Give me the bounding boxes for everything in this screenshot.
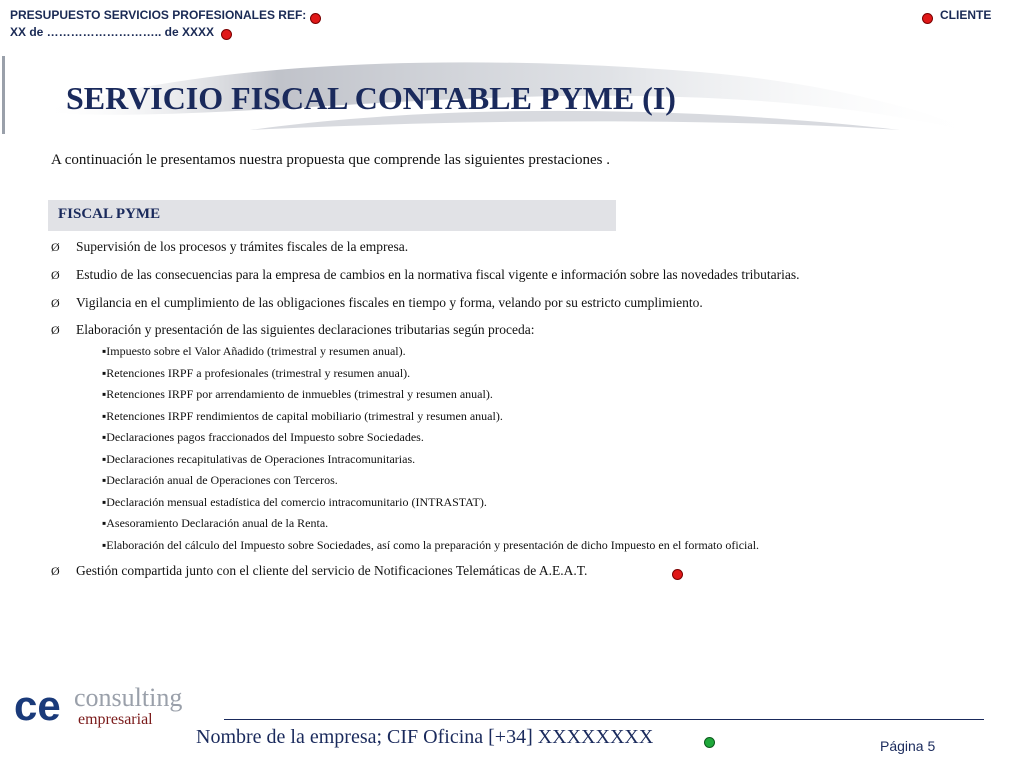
list-item: Gestión compartida junto con el cliente del servicio de Notificaciones Telemáticas de A.E.A.T. <box>76 563 588 578</box>
list-item: Vigilancia en el cumplimiento de las obligaciones fiscales en tiempo y forma, velando por su estricto cumplimiento. <box>76 295 703 310</box>
bullet-arrow-icon: Ø <box>51 296 60 310</box>
sub-list-item: ▪Retenciones IRPF rendimientos de capital mobiliario (trimestral y resumen anual). <box>102 409 503 423</box>
list-item: Elaboración y presentación de las siguientes declaraciones tributarias según proceda: <box>76 322 535 337</box>
header-date: XX de ……………………….. de XXXX <box>10 25 215 39</box>
square-bullet-icon: ▪ <box>102 516 107 530</box>
square-bullet-icon: ▪ <box>102 430 107 444</box>
sub-list-item: ▪Declaración anual de Operaciones con Terceros. <box>102 473 338 487</box>
intro-text: A continuación le presentamos nuestra propuesta que comprende las siguientes prestaciones . <box>51 152 610 168</box>
sub-list-item: ▪Impuesto sobre el Valor Añadido (trimestral y resumen anual). <box>102 344 406 358</box>
company-logo <box>14 684 214 728</box>
logo-mark: ce <box>14 684 61 728</box>
bullet-arrow-icon: Ø <box>51 240 60 254</box>
list-item: Supervisión de los procesos y trámites fiscales de la empresa. <box>76 239 409 254</box>
bullet-arrow-icon: Ø <box>51 564 60 578</box>
red-dot-icon <box>310 13 321 24</box>
footer-divider <box>224 719 984 720</box>
square-bullet-icon: ▪ <box>102 387 107 401</box>
bullet-arrow-icon: Ø <box>51 323 60 337</box>
green-dot-icon <box>704 737 715 748</box>
red-dot-icon <box>221 29 232 40</box>
sub-list-item: ▪Asesoramiento Declaración anual de la Renta. <box>102 516 329 530</box>
page-number: Página 5 <box>880 738 936 754</box>
section-label: FISCAL PYME <box>58 206 161 222</box>
section-band <box>48 200 616 231</box>
page-title: SERVICIO FISCAL CONTABLE PYME (I) <box>66 80 676 116</box>
sub-list-item: ▪Declaración mensual estadística del comercio intracomunitario (INTRASTAT). <box>102 495 487 509</box>
sub-list-item: ▪Elaboración del cálculo del Impuesto sobre Sociedades, así como la preparación y presentación de dicho Impuesto en el formato oficial. <box>102 538 760 552</box>
bullet-arrow-icon: Ø <box>51 268 60 282</box>
square-bullet-icon: ▪ <box>102 409 107 423</box>
red-dot-icon <box>672 569 683 580</box>
footer-company: Nombre de la empresa; CIF Oficina [+34] XXXXXXXX <box>196 726 654 748</box>
header-reference: PRESUPUESTO SERVICIOS PROFESIONALES REF: <box>10 8 307 22</box>
red-dot-icon <box>922 13 933 24</box>
square-bullet-icon: ▪ <box>102 452 107 466</box>
logo-word-empresarial: empresarial <box>78 711 153 728</box>
sub-list-item: ▪Retenciones IRPF por arrendamiento de inmuebles (trimestral y resumen anual). <box>102 387 493 401</box>
sub-list-item: ▪Declaraciones pagos fraccionados del Impuesto sobre Sociedades. <box>102 430 424 444</box>
square-bullet-icon: ▪ <box>102 495 107 509</box>
logo-word-consulting: consulting <box>74 684 183 712</box>
list-item: Estudio de las consecuencias para la empresa de cambios en la normativa fiscal vigente e información sobre las novedades tributarias. <box>76 267 800 282</box>
sub-list-item: ▪Declaraciones recapitulativas de Operaciones Intracomunitarias. <box>102 452 416 466</box>
header-client: CLIENTE <box>940 8 992 22</box>
square-bullet-icon: ▪ <box>102 538 107 552</box>
sub-list-item: ▪Retenciones IRPF a profesionales (trimestral y resumen anual). <box>102 366 411 380</box>
square-bullet-icon: ▪ <box>102 473 107 487</box>
square-bullet-icon: ▪ <box>102 366 107 380</box>
square-bullet-icon: ▪ <box>102 344 107 358</box>
